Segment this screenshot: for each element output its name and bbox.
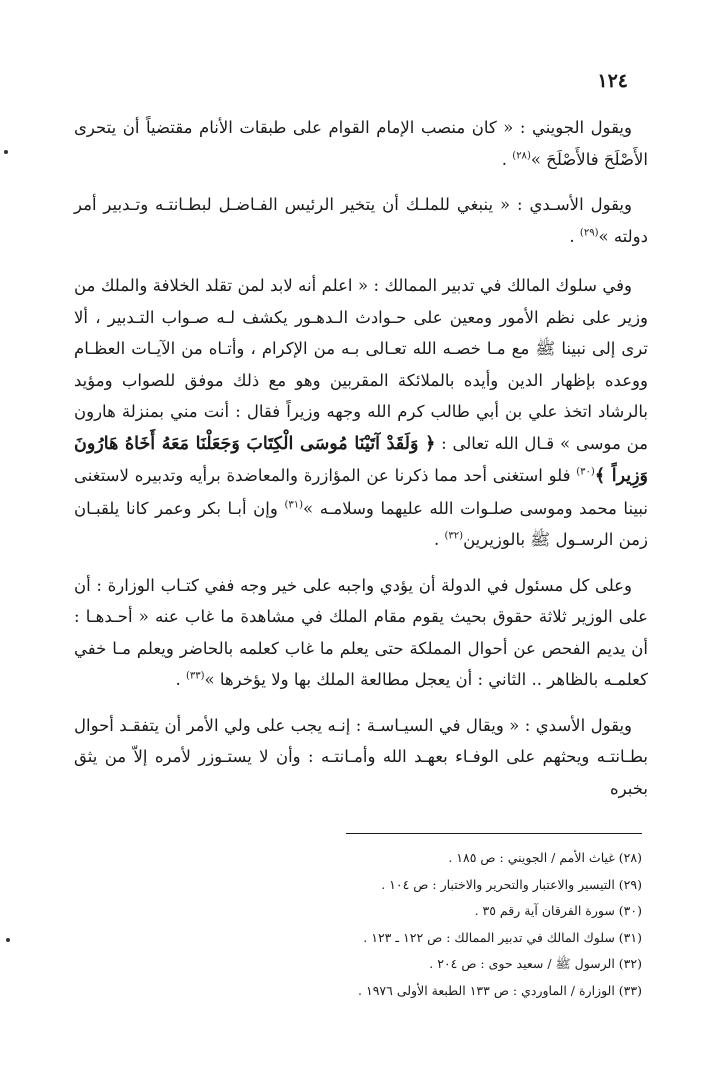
footnote-ref[interactable]: (٣٠) — [576, 466, 595, 478]
paragraph-asadi-2 — [74, 710, 648, 805]
paragraph-tail: . — [434, 530, 445, 549]
footnote-32: (٣٢) الرسول ﷺ / سعيد حوى : ص ٢٠٤ . — [429, 956, 642, 971]
footnote-ref[interactable]: (٣١) — [284, 499, 304, 510]
footnote-33: (٣٣) الوزارة / الماوردي : ص ١٣٣ الطبعة الأولى ١٩٧٦ . — [358, 982, 642, 998]
footnote-ref[interactable]: (٣٣) — [185, 670, 205, 682]
footnote-ref[interactable]: (٣٢) — [444, 530, 464, 542]
paragraph-juwayni — [74, 112, 648, 175]
paragraph-tail: . — [501, 149, 513, 169]
footnote-ref[interactable]: (٢٨) — [512, 150, 531, 161]
paragraph-text: وفي سلوك المالك في تدبير الممالك : « اعلم أنه لابد لمن تقلد الخلافة والملك من وزير على نظم الأمور ومعين على حـوادث الـدهـور يكشف لـه صـواب التـدبير ، ألا ترى إلى نبينا ﷺ مع مـا خصـه الله تعـالى بـه من الإكرام ، وأتـاه من الآيـات العظـام ووعده بإظهار الدين وأيده بالملائكة المقربين وهو مع ذلك موفق للصواب ومؤيد بالرشاد اتخذ علي بن أبي طالب كرم الله وجهه وزيراً فقال : أنت مني بمنزلة هارون من موسى » قـال الله تعالى : — [74, 276, 648, 453]
paragraph-wizara — [74, 570, 648, 696]
footnote-ref[interactable]: (٢٩) — [579, 227, 599, 238]
footnotes-section — [120, 845, 642, 1004]
paragraph-tail: . — [175, 670, 186, 689]
footnote-30: (٣٠) سورة الفرقان آية رقم ٣٥ . — [474, 903, 642, 918]
paragraph-text: وعلى كل مسئول في الدولة أن يؤدي واجبه على خير وجه ففي كتـاب الوزارة : أن على الوزير ثلاثة حقوق بحيث يقوم مقام الملك في مشاهدة ما غاب عنه « أحـدهـا : أن يديم الفحص عن أحوال المملكة حتى يعلم ما غاب كعلمه بالحاضر ويعلم مـا خفي كعلمـه بالظاهر .. الثاني : أن يعجل مطالعة الملك بها ولا يؤخرها » — [74, 575, 648, 689]
paragraph-asadi-1 — [74, 189, 648, 252]
paragraph-text-continued: وإن أبـا بكر وعمر كانا يلقبـان زمن الرسـول ﷺ بالوزيرين — [74, 498, 648, 549]
page-number: ١٢٤ — [597, 70, 628, 92]
footnote-31: (٣١) سلوك المالك في تدبير الممالك : ص ١٢٢ ـ ١٢٣ . — [363, 929, 642, 945]
paragraph-text: ويقول الجويني : « كان منصب الإمام القوام على طبقات الأنام مقتضياً أن يتحرى الأَصْلَحَ فالأَصْلَحَ » — [74, 118, 648, 169]
footnote-28: (٢٨) غياث الأمم / الجويني : ص ١٨٥ . — [448, 850, 642, 865]
paragraph-tail: . — [569, 226, 580, 246]
paragraph-text: ويقول الأسدي : « ويقال في السيـاسـة : إنـه يجب على ولي الأمر أن يتفقـد أحوال بطـانتـه ويحثهم على الوفـاء بعهـد الله وأمـانتـه : وأن لا يستـوزر لأمره إلاّ من يثق بخبره — [74, 715, 648, 798]
main-text — [74, 112, 648, 818]
quran-verse: ﴿ وَلَقَدْ آتَيْنَا مُوسَى الْكِتَابَ وَجَعَلْنَا مَعَهُ أَخَاهُ هَارُونَ وَزِيراً ﴾ — [74, 433, 648, 486]
scan-speck — [4, 150, 8, 154]
footnote-divider — [346, 833, 642, 834]
scan-speck — [6, 938, 10, 942]
paragraph-text-continued: فلو استغنى أحد مما ذكرنا عن المؤازرة والمعاضدة برأيه وتدبيره لاستغنى نبينا محمد وموسى صلـوات الله عليهما وسلامـه » — [74, 466, 648, 518]
footnote-29: (٢٩) التيسير والاعتبار والتحرير والاختبار : ص ١٠٤ . — [381, 876, 642, 892]
paragraph-suluk-almalik — [74, 270, 648, 556]
paragraph-text: ويقول الأسـدي : « ينبغي للملـك أن يتخير الرئيس الفـاضـل لبطـانتـه وتـدبير أمر دولته » — [74, 195, 648, 246]
